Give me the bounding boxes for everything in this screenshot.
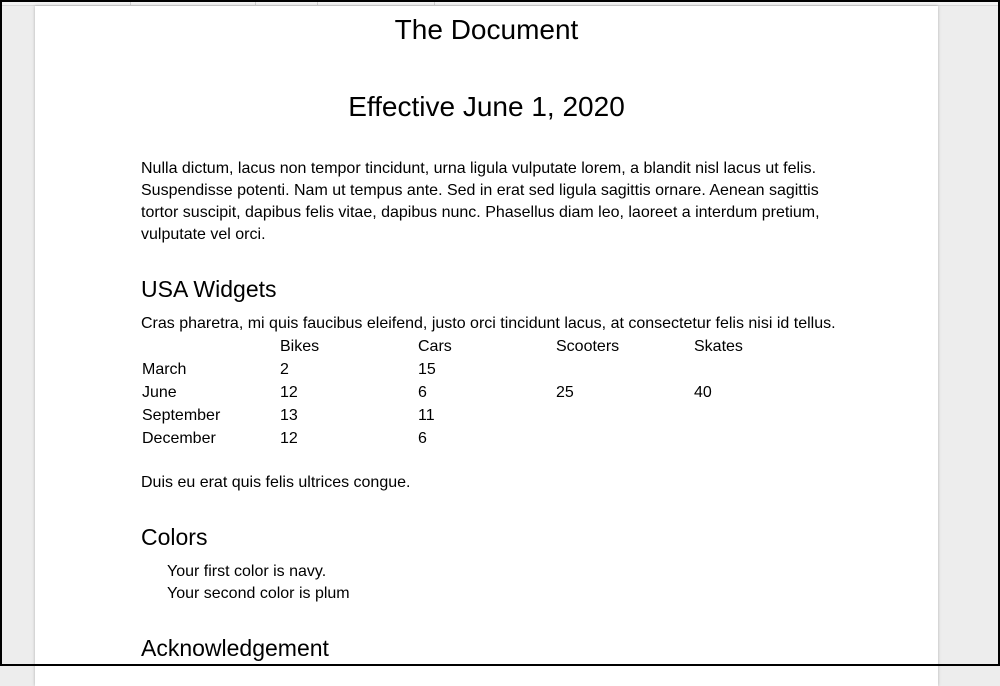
colors-list (141, 561, 841, 605)
document-subtitle: Effective June 1, 2020 (348, 91, 625, 122)
table-cell: March (142, 360, 187, 378)
table-cell: September (142, 406, 221, 424)
widgets-table (141, 335, 831, 450)
document-title: The Document (394, 14, 579, 45)
widgets-paragraph: Cras pharetra, mi quis faucibus eleifend, justo orci tincidunt lacus, at consectetur felis nisi id tellus. (141, 315, 836, 332)
table-cell (555, 404, 693, 427)
table-cell: June (142, 383, 177, 401)
table-cell: 6 (418, 429, 427, 447)
document-page (35, 6, 938, 686)
table-cell: December (142, 429, 216, 447)
table-cell: 40 (694, 383, 712, 401)
document-body (141, 158, 841, 672)
widgets-footer-paragraph: Duis eu erat quis felis ultrices congue. (141, 474, 411, 491)
table-cell: 15 (418, 360, 436, 378)
table-row (141, 358, 831, 381)
table-row (141, 381, 831, 404)
table-cell: 11 (418, 406, 435, 424)
table-row (141, 404, 831, 427)
table-cell (693, 358, 831, 381)
table-cell: 13 (280, 406, 298, 424)
table-cell (555, 427, 693, 450)
section-heading-colors: Colors (141, 524, 208, 550)
table-header-row (141, 335, 831, 358)
table-row (141, 427, 831, 450)
list-item: Your second color is plum (167, 585, 350, 602)
table-cell: 12 (280, 429, 298, 447)
table-cell: 12 (280, 383, 298, 401)
table-header-cell (141, 335, 279, 358)
section-heading-acknowledgement: Acknowledgement (141, 635, 329, 661)
table-header-cell: Scooters (556, 337, 620, 355)
table-cell: 25 (556, 383, 574, 401)
section-heading-usa-widgets: USA Widgets (141, 276, 277, 302)
table-cell (555, 358, 693, 381)
table-cell: 6 (418, 383, 427, 401)
table-cell: 2 (280, 360, 289, 378)
table-header-cell: Skates (694, 337, 743, 355)
table-header-cell: Bikes (280, 337, 320, 355)
list-item: Your first color is navy. (167, 563, 327, 580)
table-header-cell: Cars (418, 337, 452, 355)
table-cell (693, 427, 831, 450)
intro-paragraph: Nulla dictum, lacus non tempor tincidunt, urna ligula vulputate lorem, a blandit nisl lacus ut felis. Suspendisse potenti. Nam ut tempus ante. Sed in erat sed ligula sagittis ornare. Aenean sagittis tortor suscipit, dapibus felis vitae, dapibus nunc. Phasellus diam leo, laoreet a interdum pretium, vulputate vel orci. (141, 160, 820, 243)
table-cell (693, 404, 831, 427)
